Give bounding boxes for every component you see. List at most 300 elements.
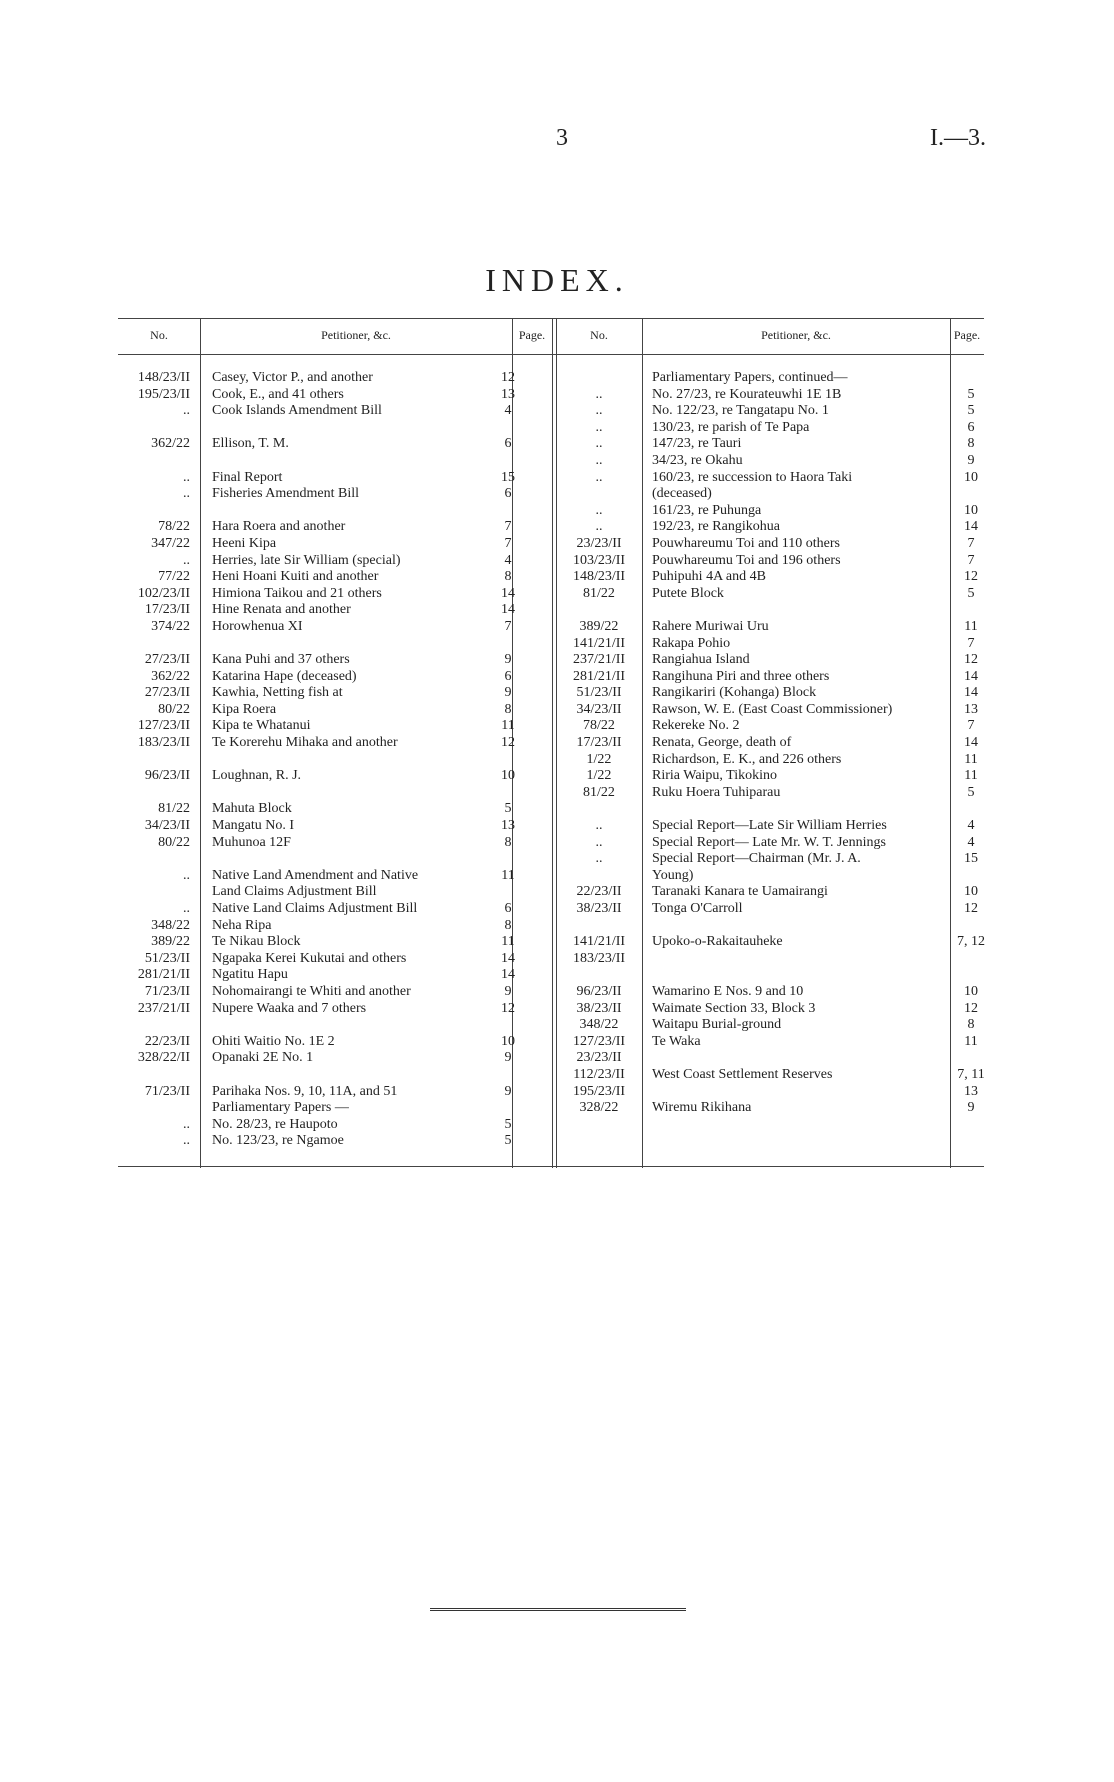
entry-petitioner: Special Report—Chairman (Mr. J. A.: [652, 851, 861, 867]
entry-page: 11: [964, 768, 978, 784]
entry-petitioner: Renata, George, death of: [652, 735, 792, 751]
entry-number: 183/23/II: [572, 950, 626, 966]
column-divider: [552, 318, 553, 1168]
entry-page: 6: [504, 436, 512, 452]
index-row: [556, 602, 992, 619]
entry-page: 7: [967, 718, 975, 734]
entry-petitioner: Special Report— Late Mr. W. T. Jennings: [652, 834, 886, 850]
index-row: [556, 1067, 992, 1084]
entry-number: 38/23/II: [576, 901, 622, 916]
entry-page: 12: [501, 370, 515, 385]
index-row: [118, 951, 552, 968]
entry-page: 11: [501, 867, 515, 883]
entry-petitioner: Waimate Section 33, Block 3: [652, 1000, 816, 1016]
entry-petitioner: Hine Renata and another: [212, 602, 351, 618]
entry-petitioner: Rangihuna Piri and three others: [652, 668, 830, 684]
index-row: [118, 901, 552, 918]
index-row: [556, 420, 992, 437]
index-row: [118, 669, 552, 686]
entry-page: 9: [504, 685, 512, 701]
entry-page: 9: [504, 1083, 512, 1099]
header-petitioner: Petitioner, &c.: [761, 328, 831, 342]
entry-number: 348/22: [579, 1017, 619, 1033]
index-row: [118, 1067, 552, 1084]
entry-page: 10: [964, 502, 978, 518]
index-row: [118, 884, 552, 901]
entry-page: [950, 918, 992, 935]
entry-petitioner: Ohiti Waitio No. 1E 2: [212, 1033, 335, 1049]
entry-page: 9: [967, 452, 975, 468]
entry-petitioner: 161/23, re Puhunga: [652, 502, 762, 518]
entry-petitioner: [642, 918, 950, 935]
index-row: [118, 702, 552, 719]
entry-page: 5: [967, 585, 975, 601]
index-row: [556, 586, 992, 603]
index-row: [118, 984, 552, 1001]
entry-page: 7: [504, 535, 512, 551]
entry-petitioner: Rawson, W. E. (East Coast Commissioner): [652, 701, 893, 717]
closing-rule: [430, 1608, 686, 1611]
index-row: [118, 1050, 552, 1067]
entry-page: [950, 951, 992, 968]
entry-page: 14: [964, 668, 978, 684]
entry-page: [488, 851, 528, 868]
entry-petitioner: [198, 851, 488, 868]
entry-number: 23/23/II: [576, 535, 622, 551]
entry-petitioner: Kipa te Whatanui: [212, 718, 311, 734]
entry-number: 112/23/II: [573, 1066, 625, 1082]
entry-page: 11: [964, 751, 978, 767]
entry-number: ..: [183, 901, 190, 916]
entry-number: 77/22: [158, 569, 190, 585]
index-row: [118, 735, 552, 752]
index-row: [118, 1034, 552, 1051]
entry-number: 127/23/II: [137, 718, 190, 734]
entry-page: 7, 12: [957, 934, 985, 950]
entry-page: 8: [504, 834, 512, 850]
entry-number: ..: [183, 552, 190, 568]
entry-petitioner: Herries, late Sir William (special): [212, 552, 401, 568]
entry-page: 10: [501, 1033, 515, 1049]
entry-number: ..: [595, 519, 603, 535]
entry-petitioner: Casey, Victor P., and another: [212, 370, 373, 385]
entry-petitioner: [198, 636, 488, 653]
index-row: [118, 453, 552, 470]
entry-number: ..: [595, 469, 603, 485]
entry-number: 80/22: [158, 834, 190, 850]
index-row: [556, 951, 992, 968]
index-row: [556, 1050, 992, 1067]
entry-number: 281/21/II: [572, 668, 626, 684]
index-row: [118, 718, 552, 735]
entry-page: [488, 752, 528, 769]
entry-petitioner: Ngapaka Kerei Kukutai and others: [212, 950, 407, 966]
index-row: [118, 1100, 552, 1117]
header-rule: [118, 354, 984, 355]
index-row: [556, 735, 992, 752]
index-row: [556, 1034, 992, 1051]
entry-number: [118, 752, 198, 769]
index-row: [118, 785, 552, 802]
table-top-rule: [118, 318, 984, 319]
entry-number: ..: [183, 1133, 190, 1149]
entry-page: 14: [964, 685, 978, 701]
entry-petitioner: [198, 453, 488, 470]
entry-petitioner: Mangatu No. I: [212, 818, 295, 834]
entry-petitioner: Nupere Waaka and 7 others: [212, 1000, 367, 1016]
index-row: [556, 403, 992, 420]
entry-page: 6: [967, 419, 975, 435]
entry-page: 14: [501, 602, 515, 618]
index-row: [118, 602, 552, 619]
entry-petitioner: Ngatitu Hapu: [212, 967, 288, 983]
entry-petitioner: Neha Ripa: [212, 917, 272, 933]
index-row: [118, 470, 552, 487]
index-row: [556, 934, 992, 951]
entry-petitioner: Ruku Hoera Tuhiparau: [652, 784, 781, 800]
header-no: No.: [590, 328, 608, 342]
entry-number: ..: [595, 386, 603, 402]
entry-page: 12: [501, 735, 515, 751]
entry-number: [556, 370, 642, 387]
entry-petitioner: [642, 1084, 950, 1101]
entry-petitioner: Katarina Hape (deceased): [212, 668, 357, 684]
index-row: [118, 636, 552, 653]
entry-number: [556, 967, 642, 984]
entry-petitioner: Parliamentary Papers, continued—: [652, 370, 848, 385]
entry-number: 27/23/II: [144, 652, 190, 668]
index-row: [118, 752, 552, 769]
entry-petitioner: Heeni Kipa: [212, 535, 277, 551]
entry-number: [118, 453, 198, 470]
index-row: [556, 918, 992, 935]
entry-page: [488, 503, 528, 520]
entry-petitioner: West Coast Settlement Reserves: [652, 1066, 833, 1082]
entry-page: 14: [964, 519, 978, 535]
entry-petitioner: Upoko-o-Rakaitauheke: [652, 934, 783, 950]
index-table: [118, 318, 984, 1168]
entry-petitioner: 160/23, re succession to Haora Taki: [652, 469, 853, 485]
header-petitioner: Petitioner, &c.: [321, 328, 391, 342]
entry-petitioner: (deceased): [652, 486, 712, 502]
index-row: [118, 1084, 552, 1101]
entry-number: 27/23/II: [144, 685, 190, 701]
index-row: [118, 519, 552, 536]
index-row: [556, 370, 992, 387]
entry-petitioner: Rakapa Pohio: [652, 635, 731, 651]
index-row: [118, 1017, 552, 1034]
index-row: [556, 1100, 992, 1117]
index-row: [118, 403, 552, 420]
entry-page: 8: [967, 436, 975, 452]
entry-page: 5: [504, 1133, 512, 1149]
entry-petitioner: Rahere Muriwai Uru: [652, 618, 769, 634]
entry-page: 5: [967, 386, 975, 402]
header-page: Page.: [518, 328, 546, 342]
entry-page: 5: [504, 801, 512, 817]
entry-petitioner: Putete Block: [652, 585, 724, 601]
entry-page: 10: [964, 884, 978, 900]
entry-number: ..: [595, 851, 603, 867]
entry-page: 8: [504, 701, 512, 717]
index-row: [556, 453, 992, 470]
index-row: [118, 387, 552, 404]
entry-page: [950, 967, 992, 984]
index-row: [556, 801, 992, 818]
entry-petitioner: Wamarino E Nos. 9 and 10: [652, 983, 804, 999]
entry-number: [556, 918, 642, 935]
index-row: [556, 1084, 992, 1101]
entry-petitioner: Kipa Roera: [212, 701, 277, 717]
entry-page: 14: [501, 950, 515, 966]
entry-number: 81/22: [583, 784, 615, 800]
entry-page: 9: [504, 983, 512, 999]
entry-petitioner: Young): [652, 867, 694, 883]
entry-page: 7: [967, 635, 975, 651]
entry-petitioner: Cook, E., and 41 others: [212, 386, 344, 402]
entry-page: 8: [967, 1017, 975, 1033]
entry-page: 6: [504, 901, 512, 916]
entry-petitioner: [198, 785, 488, 802]
entry-petitioner: [642, 602, 950, 619]
index-row: [556, 718, 992, 735]
index-row: [118, 586, 552, 603]
entry-petitioner: Te Nikau Block: [212, 934, 301, 950]
index-row: [118, 553, 552, 570]
entry-number: 81/22: [158, 801, 190, 817]
entry-petitioner: 147/23, re Tauri: [652, 436, 742, 452]
entry-page: 11: [501, 934, 515, 950]
entry-number: [118, 1017, 198, 1034]
index-row: [556, 436, 992, 453]
index-row: [118, 835, 552, 852]
entry-petitioner: No. 122/23, re Tangatapu No. 1: [652, 403, 829, 419]
entry-page: 12: [964, 1000, 978, 1016]
entry-number: [556, 602, 642, 619]
entry-page: 5: [504, 1116, 512, 1132]
entry-number: 141/21/II: [572, 635, 626, 651]
entry-page: 12: [964, 569, 978, 585]
entry-petitioner: Fisheries Amendment Bill: [212, 486, 359, 502]
entry-page: 10: [501, 768, 515, 784]
entry-number: 38/23/II: [576, 1000, 622, 1016]
index-row: [556, 636, 992, 653]
entry-petitioner: Horowhenua XI: [212, 618, 303, 634]
entry-page: 10: [964, 469, 978, 485]
entry-number: [118, 503, 198, 520]
entry-number: 23/23/II: [576, 1050, 622, 1066]
index-row: [118, 486, 552, 503]
entry-petitioner: Final Report: [212, 469, 283, 485]
index-row: [556, 553, 992, 570]
entry-page: [488, 1017, 528, 1034]
entry-petitioner: Native Land Claims Adjustment Bill: [212, 901, 418, 916]
entry-number: 96/23/II: [144, 768, 190, 784]
entry-number: 148/23/II: [137, 370, 190, 385]
entry-page: [950, 801, 992, 818]
entry-page: 11: [501, 718, 515, 734]
index-row: [556, 967, 992, 984]
entry-page: 7, 11: [957, 1066, 985, 1082]
entry-petitioner: No. 28/23, re Haupoto: [212, 1116, 338, 1132]
entry-page: [488, 1100, 528, 1117]
entry-page: 8: [504, 917, 512, 933]
entry-petitioner: Taranaki Kanara te Uamairangi: [652, 884, 828, 900]
index-row: [556, 702, 992, 719]
entry-page: 15: [964, 851, 978, 867]
entry-page: 7: [967, 552, 975, 568]
entry-number: 51/23/II: [576, 685, 622, 701]
entry-petitioner: Nohomairangi te Whiti and another: [212, 983, 411, 999]
entry-page: 13: [501, 386, 515, 402]
entry-number: ..: [183, 403, 190, 419]
index-row: [118, 801, 552, 818]
entry-petitioner: Rangikariri (Kohanga) Block: [652, 685, 817, 701]
entry-number: 328/22: [579, 1100, 619, 1116]
entry-petitioner: Opanaki 2E No. 1: [212, 1050, 314, 1066]
index-row: [118, 1117, 552, 1134]
index-row: [556, 1017, 992, 1034]
entry-number: 347/22: [151, 535, 190, 551]
entry-number: ..: [595, 419, 603, 435]
entry-number: 80/22: [158, 701, 190, 717]
entry-petitioner: [198, 1067, 488, 1084]
entry-page: 7: [504, 519, 512, 535]
entry-number: 328/22/II: [137, 1050, 190, 1066]
entry-page: 9: [967, 1100, 975, 1116]
table-bottom-rule: [118, 1166, 984, 1167]
entry-petitioner: 34/23, re Okahu: [652, 452, 743, 468]
entry-number: 71/23/II: [144, 1083, 190, 1099]
entry-petitioner: Parihaka Nos. 9, 10, 11A, and 51: [212, 1083, 398, 1099]
entry-page: [950, 868, 992, 885]
entry-page: 12: [501, 1000, 515, 1016]
entry-number: 17/23/II: [576, 735, 622, 751]
index-row: [118, 569, 552, 586]
entry-petitioner: Richardson, E. K., and 226 others: [652, 751, 842, 767]
page-number: 3: [556, 125, 568, 151]
entry-page: 12: [964, 901, 978, 916]
index-row: [118, 536, 552, 553]
index-row: [118, 818, 552, 835]
index-row: [556, 884, 992, 901]
entry-number: [118, 1100, 198, 1117]
entry-page: [488, 1067, 528, 1084]
entry-page: 15: [501, 469, 515, 485]
entry-petitioner: Rekereke No. 2: [652, 718, 740, 734]
entry-number: ..: [595, 403, 603, 419]
index-row: [556, 619, 992, 636]
entry-petitioner: Heni Hoani Kuiti and another: [212, 569, 379, 585]
entry-number: ..: [595, 834, 603, 850]
index-row: [556, 669, 992, 686]
index-row: [556, 818, 992, 835]
entry-page: 6: [504, 668, 512, 684]
entry-number: ..: [183, 469, 190, 485]
index-row: [556, 470, 992, 487]
entry-number: [118, 636, 198, 653]
entry-number: 374/22: [151, 618, 190, 634]
index-row: [118, 967, 552, 984]
entry-petitioner: Parliamentary Papers —: [212, 1100, 349, 1116]
entry-page: 4: [504, 552, 512, 568]
entry-number: 237/21/II: [137, 1000, 190, 1016]
entry-number: 362/22: [151, 436, 190, 452]
entry-number: [556, 801, 642, 818]
entry-petitioner: Wiremu Rikihana: [652, 1100, 752, 1116]
entry-number: ..: [595, 452, 603, 468]
index-row: [556, 851, 992, 868]
entry-page: 14: [501, 585, 515, 601]
entry-number: 34/23/II: [576, 701, 622, 717]
entry-page: 10: [964, 983, 978, 999]
entry-petitioner: [198, 752, 488, 769]
entry-petitioner: [198, 1017, 488, 1034]
entry-page: 6: [504, 486, 512, 502]
entry-page: [488, 420, 528, 437]
entry-number: [556, 486, 642, 503]
entry-number: 81/22: [583, 585, 615, 601]
index-row: [556, 685, 992, 702]
entry-petitioner: Waitapu Burial-ground: [652, 1017, 782, 1033]
entry-number: 71/23/II: [144, 983, 190, 999]
entry-petitioner: [642, 801, 950, 818]
index-row: [118, 851, 552, 868]
index-row: [118, 934, 552, 951]
entry-petitioner: Himiona Taikou and 21 others: [212, 585, 382, 601]
entry-page: 8: [504, 569, 512, 585]
entry-number: 78/22: [583, 718, 615, 734]
index-row: [556, 486, 992, 503]
index-row: [556, 835, 992, 852]
index-row: [118, 652, 552, 669]
entry-page: 7: [504, 618, 512, 634]
index-row: [556, 768, 992, 785]
entry-page: [488, 785, 528, 802]
header-no: No.: [150, 328, 168, 342]
entry-number: 141/21/II: [572, 934, 626, 950]
entry-petitioner: Loughnan, R. J.: [212, 768, 302, 784]
index-row: [556, 652, 992, 669]
entry-number: 78/22: [158, 519, 190, 535]
entry-page: 11: [964, 1033, 978, 1049]
entry-page: 4: [967, 834, 975, 850]
entry-number: ..: [595, 818, 603, 834]
index-row: [556, 1001, 992, 1018]
entry-petitioner: No. 27/23, re Kourateuwhi 1E 1B: [652, 386, 842, 402]
index-row: [118, 619, 552, 636]
entry-page: 13: [964, 1083, 978, 1099]
entry-number: [556, 868, 642, 885]
entry-number: 1/22: [586, 751, 612, 767]
index-row: [556, 901, 992, 918]
entry-page: 9: [504, 652, 512, 668]
right-column-entries: [556, 370, 992, 1117]
entry-number: 22/23/II: [144, 1033, 190, 1049]
entry-petitioner: Special Report—Late Sir William Herries: [652, 818, 887, 834]
index-row: [556, 752, 992, 769]
entry-petitioner: Tonga O'Carroll: [652, 901, 743, 916]
entry-petitioner: Pouwhareumu Toi and 196 others: [652, 552, 841, 568]
index-row: [556, 984, 992, 1001]
entry-page: 14: [501, 967, 515, 983]
entry-petitioner: Mahuta Block: [212, 801, 292, 817]
entry-petitioner: Native Land Amendment and Native: [212, 867, 419, 883]
entry-petitioner: Te Waka: [652, 1033, 701, 1049]
entry-number: 348/22: [151, 917, 190, 933]
entry-page: [950, 486, 992, 503]
index-row: [118, 1133, 552, 1150]
